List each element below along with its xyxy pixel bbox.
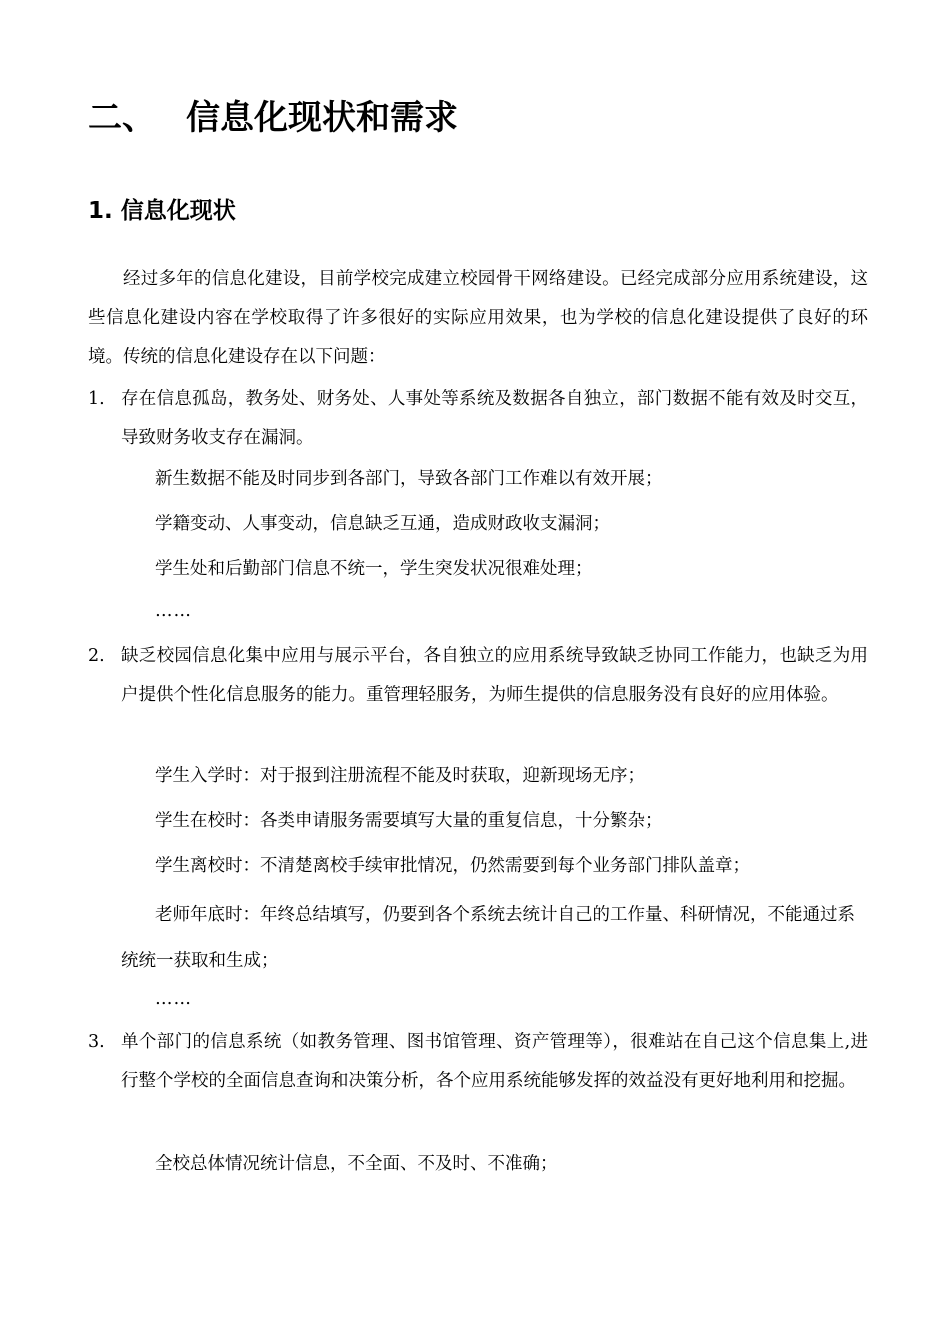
sub-point: 学生入学时：对于报到注册流程不能及时获取，迎新现场无序；	[155, 766, 645, 786]
list-item-number: 1.	[88, 389, 105, 409]
subsection-heading: 1. 信息化现状	[88, 198, 236, 224]
list-item-text: 单个部门的信息系统（如教务管理、图书馆管理、资产管理等），很难站在自己这个信息集上,进行整个学校的全面信息查询和决策分析，各个应用系统能够发挥的效益没有更好地利用和挖掘。	[121, 1032, 868, 1091]
section-heading	[88, 96, 458, 140]
sub-point: 新生数据不能及时同步到各部门，导致各部门工作难以有效开展；	[155, 469, 663, 489]
sub-point-ellipsis: ……	[155, 989, 192, 1009]
list-item-text: 缺乏校园信息化集中应用与展示平台，各自独立的应用系统导致缺乏协同工作能力，也缺乏为用户提供个性化信息服务的能力。重管理轻服务，为师生提供的信息服务没有良好的应用体验。	[121, 646, 868, 705]
intro-paragraph: 经过多年的信息化建设，目前学校完成建立校园骨干网络建设。已经完成部分应用系统建设，这些信息化建设内容在学校取得了许多很好的实际应用效果，也为学校的信息化建设提供了良好的环境。传统的信息化建设存在以下问题：	[88, 269, 868, 367]
sub-point: 老师年底时：年终总结填写，仍要到各个系统去统计自己的工作量、科研情况，不能通过系统统一获取和生成；	[121, 905, 855, 971]
section-title: 信息化现状和需求	[186, 98, 458, 138]
sub-point-ellipsis: ……	[155, 601, 192, 621]
sub-point: 学生在校时：各类申请服务需要填写大量的重复信息，十分繁杂；	[155, 811, 663, 831]
list-item-3	[88, 1023, 868, 1101]
sub-point: 学生离校时：不清楚离校手续审批情况，仍然需要到每个业务部门排队盖章；	[155, 856, 750, 876]
sub-point: 全校总体情况统计信息，不全面、不及时、不准确；	[155, 1154, 558, 1174]
list-item-number: 2.	[88, 646, 105, 666]
list-item-1	[88, 380, 868, 458]
sub-point: 学生处和后勤部门信息不统一，学生突发状况很难处理；	[155, 559, 593, 579]
list-item-text: 存在信息孤岛，教务处、财务处、人事处等系统及数据各自独立，部门数据不能有效及时交互，导致财务收支存在漏洞。	[121, 389, 868, 448]
list-item-2	[88, 637, 868, 715]
section-number: 二、	[88, 98, 156, 138]
list-item-number: 3.	[88, 1032, 105, 1052]
sub-point: 学籍变动、人事变动，信息缺乏互通，造成财政收支漏洞；	[155, 514, 610, 534]
